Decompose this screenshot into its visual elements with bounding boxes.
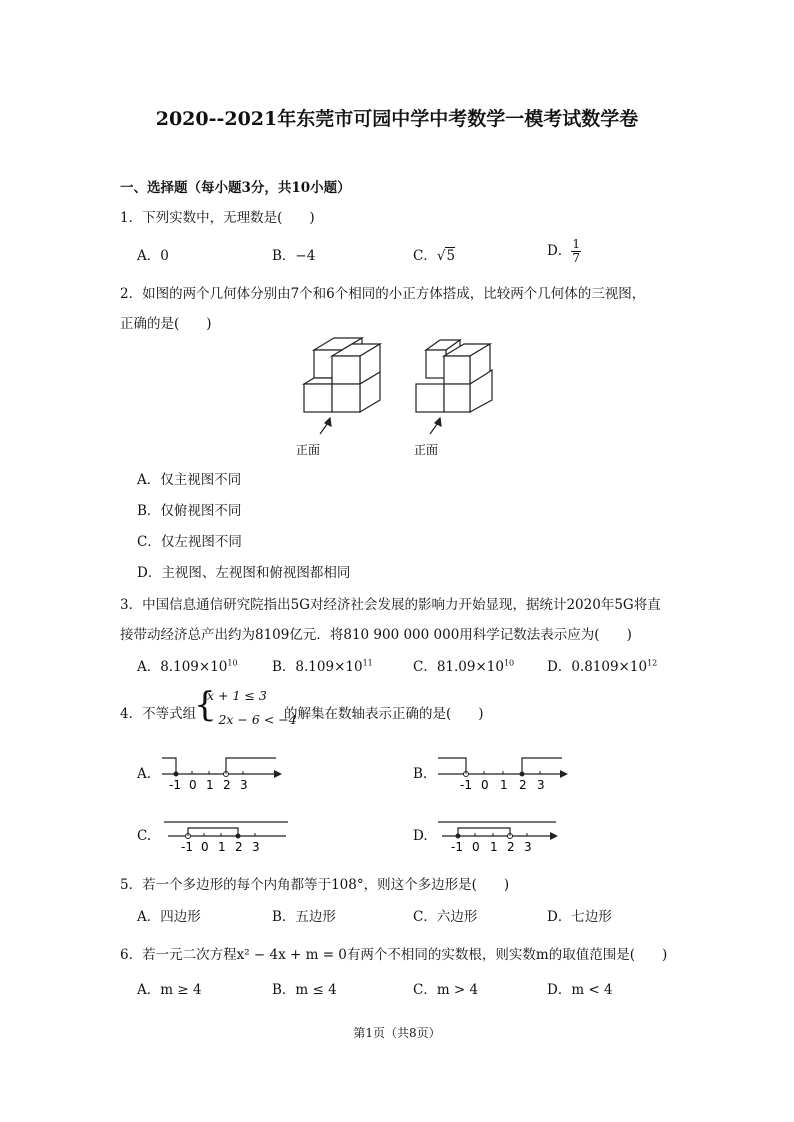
tick-label: 1 xyxy=(500,778,508,792)
tick-label: 1 xyxy=(490,840,498,854)
tick-label: 1 xyxy=(218,840,226,854)
tick-label: -1 xyxy=(451,840,463,854)
q1-option-d xyxy=(547,238,581,265)
tick-label: 0 xyxy=(472,840,480,854)
tick-label: 0 xyxy=(201,840,209,854)
q3-option-b-base: B．8.109×10 xyxy=(272,659,363,675)
page-footer: 第1页（共8页） xyxy=(353,1026,441,1040)
q3-stem-line2: 接带动经济总产出约为8109亿元．将810 900 000 000用科学记数法表示应为( ) xyxy=(120,627,632,643)
q2-option-a: A．仅主视图不同 xyxy=(137,472,242,488)
q6-option-a: A．m ≥ 4 xyxy=(137,982,202,998)
tick-label: 1 xyxy=(206,778,214,792)
q3-option-c-base: C．81.09×10 xyxy=(413,659,504,675)
front-label-right: 正面 xyxy=(414,443,439,457)
q5-option-a: A．四边形 xyxy=(137,909,201,925)
q3-option-a-exponent: 10 xyxy=(227,658,238,668)
q1-option-b: B．−4 xyxy=(272,248,316,264)
number-line-d xyxy=(436,816,566,856)
q5-option-d: D．七边形 xyxy=(547,909,612,925)
tick-label: 0 xyxy=(481,778,489,792)
solid-left xyxy=(304,338,380,412)
q6-option-d: D．m < 4 xyxy=(547,982,613,998)
number-line-b xyxy=(436,754,576,794)
q6-option-c: C．m > 4 xyxy=(413,982,479,998)
q1-option-a: A．0 xyxy=(137,248,169,264)
q1-option-c xyxy=(413,244,455,264)
front-label-left: 正面 xyxy=(296,443,321,457)
q2-stem-line1: 2．如图的两个几何体分别由7个和6个相同的小正方体搭成，比较两个几何体的三视图， xyxy=(120,286,646,302)
tick-label: -1 xyxy=(169,778,181,792)
tick-label: 3 xyxy=(252,840,260,854)
q4-option-a-label: A. xyxy=(137,766,152,782)
tick-label: -1 xyxy=(460,778,472,792)
q2-option-b: B．仅俯视图不同 xyxy=(137,503,242,519)
q1-option-c-prefix: C． xyxy=(413,248,437,264)
q1-option-d-denominator: 7 xyxy=(572,251,580,265)
q3-option-b xyxy=(272,655,373,675)
q3-option-d-base: D．0.8109×10 xyxy=(547,659,648,675)
q3-stem-line1: 3．中国信息通信研究院指出5G对经济社会发展的影响力开始显现，据统计2020年5G将直 xyxy=(120,597,661,613)
q2-stem-line2: 正确的是( ) xyxy=(120,316,212,332)
q3-option-b-exponent: 11 xyxy=(362,658,373,668)
q1-stem: 1．下列实数中，无理数是( ) xyxy=(120,210,315,226)
q1-option-c-radicand: 5 xyxy=(446,248,456,264)
solid-right xyxy=(416,340,492,412)
q1-option-d-prefix: D． xyxy=(547,243,572,259)
q1-option-d-numerator: 1 xyxy=(572,237,580,251)
page-title: 2020--2021年东莞市可园中学中考数学一模考试数学卷 xyxy=(155,108,639,130)
q4-inequality-2: − 2x − 6 < −4 xyxy=(204,712,297,727)
fraction xyxy=(571,238,581,265)
tick-label: 0 xyxy=(189,778,197,792)
q4-option-c-label: C. xyxy=(137,828,152,844)
arrow-icon xyxy=(320,418,441,434)
tick-label: 3 xyxy=(240,778,248,792)
q4-stem-suffix: 的解集在数轴表示正确的是( ) xyxy=(284,706,484,722)
tick-label: 2 xyxy=(519,778,527,792)
q4-stem-prefix: 4．不等式组 xyxy=(120,706,197,722)
q6-option-b: B．m ≤ 4 xyxy=(272,982,337,998)
tick-label: 3 xyxy=(537,778,545,792)
section-heading: 一、选择题（每小题3分，共10小题） xyxy=(120,180,351,196)
q5-option-b: B．五边形 xyxy=(272,909,336,925)
q5-stem: 5．若一个多边形的每个内角都等于108°，则这个多边形是( ) xyxy=(120,877,510,893)
tick-label: 3 xyxy=(524,840,532,854)
tick-label: -1 xyxy=(181,840,193,854)
tick-label: 2 xyxy=(235,840,243,854)
q3-option-a-base: A．8.109×10 xyxy=(137,659,228,675)
sqrt-symbol: √5 xyxy=(436,248,456,264)
q3-option-c-exponent: 10 xyxy=(503,658,515,668)
q5-option-c: C．六边形 xyxy=(413,909,478,925)
q3-option-c xyxy=(413,655,514,675)
q4-option-b-label: B. xyxy=(413,766,428,782)
q4-inequality-1: x + 1 ≤ 3 xyxy=(207,688,267,703)
system-brace: { xyxy=(194,685,216,725)
number-line-c xyxy=(162,816,292,856)
number-line-a xyxy=(160,754,285,794)
tick-label: 2 xyxy=(223,778,231,792)
q3-option-d xyxy=(547,655,657,675)
q3-option-a xyxy=(137,655,238,675)
q3-option-d-exponent: 12 xyxy=(647,658,658,668)
tick-label: 2 xyxy=(507,840,515,854)
q6-stem: 6．若一元二次方程x² − 4x + m = 0有两个不相同的实数根，则实数m的取值范围是( ) xyxy=(120,947,668,963)
q4-option-d-label: D. xyxy=(413,828,428,844)
q2-option-d: D．主视图、左视图和俯视图都相同 xyxy=(137,565,351,581)
cube-figure xyxy=(290,330,510,460)
q2-option-c: C．仅左视图不同 xyxy=(137,534,242,550)
